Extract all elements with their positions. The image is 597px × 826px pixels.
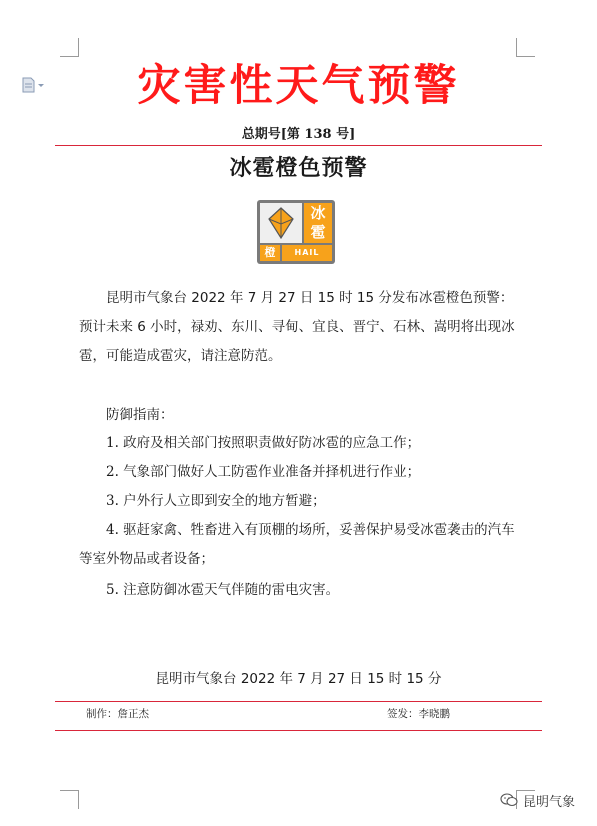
hail-diamond-icon bbox=[263, 205, 299, 241]
footer-divider-bottom bbox=[55, 730, 542, 731]
approver-credit: 签发：李晓鹏 bbox=[387, 708, 450, 720]
wechat-account-name: 昆明气象 bbox=[523, 794, 576, 810]
guide-heading: 防御指南： bbox=[106, 407, 174, 423]
badge-char-top: 冰 bbox=[310, 204, 326, 222]
issuer-signature: 昆明市气象台 2022 年 7 月 27 日 15 时 15 分 bbox=[155, 671, 442, 687]
header-divider bbox=[55, 145, 542, 146]
wechat-icon bbox=[500, 793, 518, 807]
page-corner-mark-top-right bbox=[516, 38, 535, 57]
badge-level-char: 橙 bbox=[264, 246, 276, 259]
guide-item: 3. 户外行人立即到安全的地方暂避； bbox=[106, 493, 326, 509]
guide-item: 4. 驱赶家禽、牲畜进入有顶棚的场所，妥善保护易受冰雹袭击的汽车等室外物品或者设备； bbox=[79, 522, 515, 567]
guide-item: 1. 政府及相关部门按照职责做好防冰雹的应急工作； bbox=[106, 435, 421, 451]
guide-item: 5. 注意防御冰雹天气伴随的雷电灾害。 bbox=[106, 582, 340, 598]
page-corner-mark-top-left bbox=[60, 38, 79, 57]
hail-orange-warning-badge bbox=[257, 200, 335, 264]
producer-credit: 制作：詹正杰 bbox=[86, 708, 149, 720]
page-corner-mark-bottom-left bbox=[60, 790, 79, 809]
badge-char-bottom: 雹 bbox=[310, 223, 326, 241]
footer-divider-top bbox=[55, 701, 542, 702]
warning-paragraph: 昆明市气象台 2022 年 7 月 27 日 15 时 15 分发布冰雹橙色预警：预计未来 6 小时，禄劝、东川、寻甸、宜良、晋宁、石林、嵩明将出现冰雹，可能造成雹灾，请注意防范。 bbox=[79, 290, 515, 364]
wechat-watermark bbox=[500, 789, 575, 811]
page-title: 灾害性天气预警 bbox=[137, 61, 460, 111]
badge-english-label: HAIL bbox=[294, 248, 320, 257]
warning-title: 冰雹橙色预警 bbox=[229, 156, 368, 181]
guide-item: 2. 气象部门做好人工防雹作业准备并择机进行作业； bbox=[106, 464, 421, 480]
issue-number: 总期号[第 138 号] bbox=[241, 127, 356, 142]
